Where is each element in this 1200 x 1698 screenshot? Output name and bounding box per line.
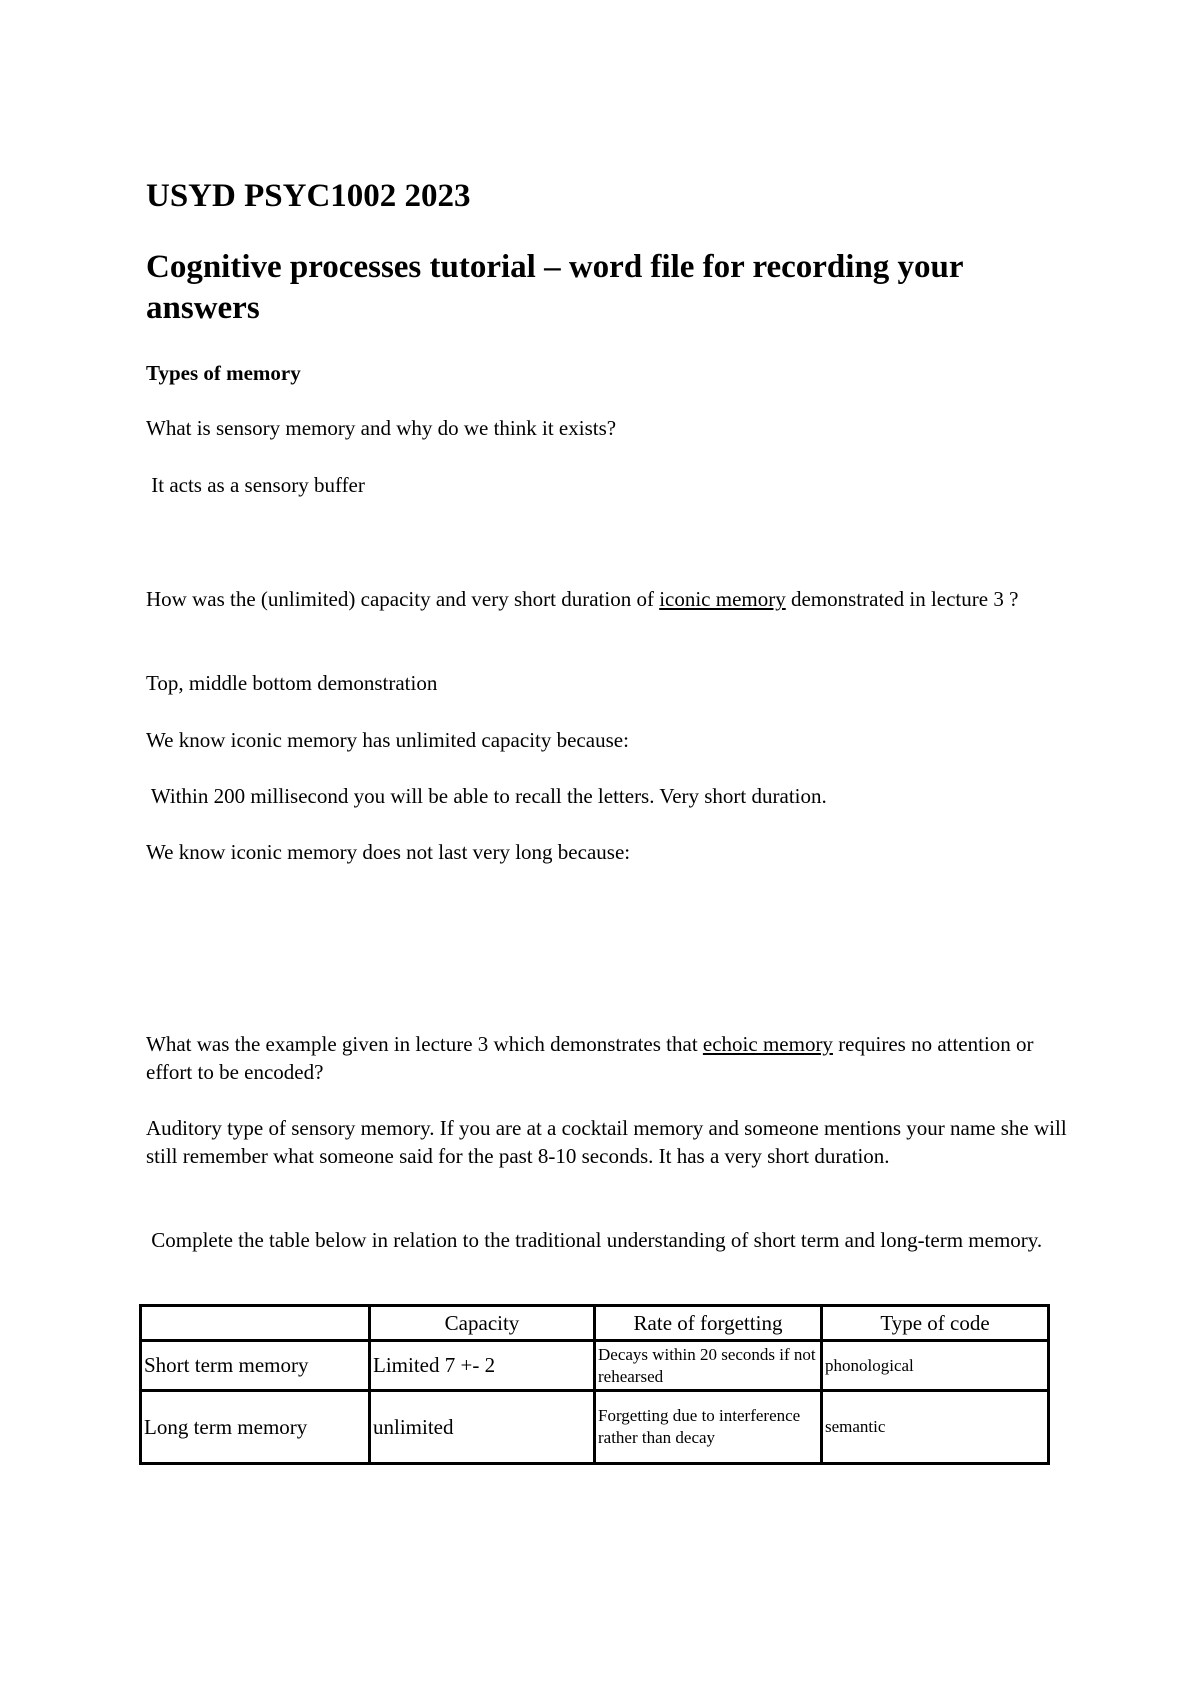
- question-2: [146, 585, 1076, 613]
- table-header-cell: [141, 1306, 370, 1341]
- table-row-label: Short term memory: [141, 1341, 370, 1391]
- table-cell-type-of-code: semantic: [822, 1391, 1049, 1464]
- question-6: Complete the table below in relation to the traditional understanding of short term and long-term memory.: [146, 1228, 1043, 1252]
- question-2-text-after: demonstrated in lecture 3 ?: [785, 587, 1019, 611]
- answer-1: It acts as a sensory buffer: [146, 473, 365, 497]
- question-5-text-after: requires no attention or effort to be encoded?: [146, 1032, 1034, 1084]
- answer-3: Within 200 millisecond you will be able to recall the letters. Very short duration.: [146, 784, 827, 808]
- document-title: USYD PSYC1002 2023: [146, 178, 471, 214]
- table-cell-type-of-code: phonological: [822, 1341, 1049, 1391]
- table-header-cell: Type of code: [822, 1306, 1049, 1341]
- iconic-memory-term: iconic memory: [659, 587, 786, 611]
- table-header-row: [141, 1306, 1049, 1341]
- table-header-cell: Capacity: [370, 1306, 595, 1341]
- table-cell-capacity: unlimited: [370, 1391, 595, 1464]
- section-heading: Types of memory: [146, 361, 301, 385]
- table-cell-capacity: Limited 7 +- 2: [370, 1341, 595, 1391]
- memory-comparison-table: [139, 1304, 1050, 1465]
- question-5: [146, 1030, 1076, 1086]
- table-row: [141, 1341, 1049, 1391]
- question-1: What is sensory memory and why do we think it exists?: [146, 416, 617, 440]
- answer-2: Top, middle bottom demonstration: [146, 671, 438, 695]
- echoic-memory-term: echoic memory: [702, 1032, 833, 1056]
- table-header-cell: Rate of forgetting: [595, 1306, 822, 1341]
- question-3: We know iconic memory has unlimited capacity because:: [146, 728, 629, 752]
- answer-5: Auditory type of sensory memory. If you are at a cocktail memory and someone mentions your name she will still remember what someone said for the past 8-10 seconds. It has a very short duration.: [146, 1116, 1067, 1168]
- table-cell-rate-of-forgetting: Decays within 20 seconds if not rehearsed: [595, 1341, 822, 1391]
- question-2-text-before: How was the (unlimited) capacity and very short duration of: [146, 587, 660, 611]
- document-subtitle: Cognitive processes tutorial – word file for recording your answers: [146, 249, 963, 326]
- table-cell-rate-of-forgetting: Forgetting due to interference rather than decay: [595, 1391, 822, 1464]
- table-row: [141, 1391, 1049, 1464]
- table-row-label: Long term memory: [141, 1391, 370, 1464]
- question-5-text-before: What was the example given in lecture 3 which demonstrates that: [146, 1032, 703, 1056]
- question-4: We know iconic memory does not last very long because:: [146, 840, 631, 864]
